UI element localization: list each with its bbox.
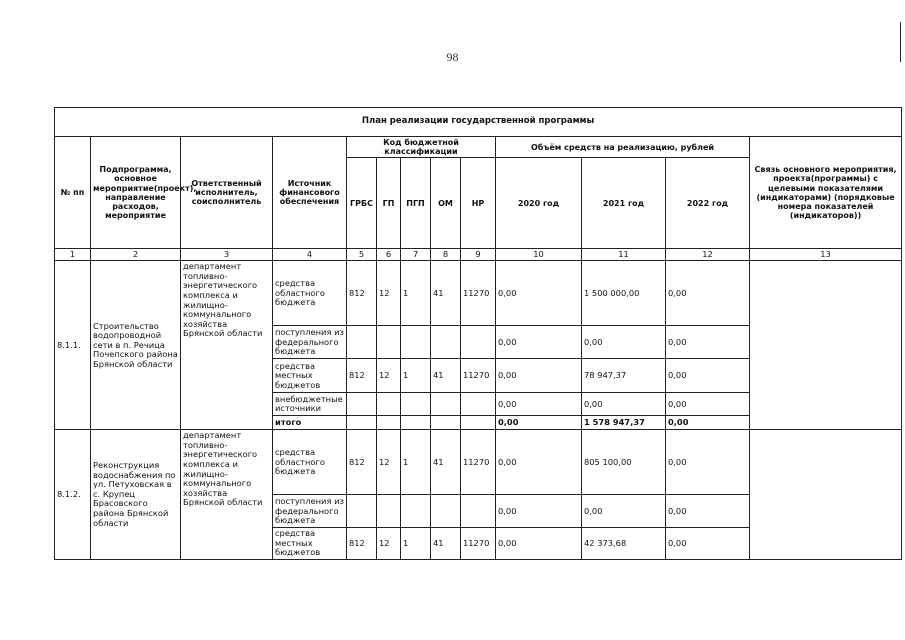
funding-source: средства областного бюджета bbox=[273, 261, 347, 326]
column-number: 7 bbox=[401, 249, 431, 261]
header-om: ОМ bbox=[431, 158, 461, 249]
column-number: 8 bbox=[431, 249, 461, 261]
table-title: План реализации государственной программы bbox=[55, 108, 902, 137]
code-om bbox=[431, 326, 461, 359]
code-grbs bbox=[347, 495, 377, 528]
scan-edge-mark bbox=[900, 22, 901, 62]
code-nr bbox=[461, 416, 496, 430]
code-grbs: 812 bbox=[347, 430, 377, 495]
code-nr bbox=[461, 393, 496, 416]
code-grbs: 812 bbox=[347, 528, 377, 560]
code-om bbox=[431, 393, 461, 416]
code-om: 41 bbox=[431, 261, 461, 326]
code-grbs bbox=[347, 393, 377, 416]
header-gp: ГП bbox=[377, 158, 401, 249]
code-om: 41 bbox=[431, 528, 461, 560]
column-number: 4 bbox=[273, 249, 347, 261]
column-number: 6 bbox=[377, 249, 401, 261]
code-gp bbox=[377, 495, 401, 528]
column-number: 13 bbox=[750, 249, 902, 261]
amount-2020: 0,00 bbox=[496, 326, 582, 359]
code-gp: 12 bbox=[377, 430, 401, 495]
funding-source: средства местных бюджетов bbox=[273, 528, 347, 560]
column-number: 10 bbox=[496, 249, 582, 261]
amount-2020: 0,00 bbox=[496, 359, 582, 393]
indicator-link bbox=[750, 261, 902, 430]
code-gp: 12 bbox=[377, 528, 401, 560]
funding-source: средства областного бюджета bbox=[273, 430, 347, 495]
total-2022: 0,00 bbox=[666, 416, 750, 430]
page-number: 98 bbox=[446, 50, 459, 64]
code-pgp bbox=[401, 416, 431, 430]
code-pgp bbox=[401, 495, 431, 528]
amount-2022: 0,00 bbox=[666, 430, 750, 495]
header-funds: Объём средств на реализацию, рублей bbox=[496, 137, 750, 158]
amount-2021: 0,00 bbox=[582, 495, 666, 528]
amount-2021: 1 500 000,00 bbox=[582, 261, 666, 326]
code-om bbox=[431, 416, 461, 430]
amount-2022: 0,00 bbox=[666, 495, 750, 528]
amount-2022: 0,00 bbox=[666, 261, 750, 326]
column-number: 12 bbox=[666, 249, 750, 261]
code-nr: 11270 bbox=[461, 430, 496, 495]
code-gp bbox=[377, 393, 401, 416]
code-nr: 11270 bbox=[461, 261, 496, 326]
amount-2022: 0,00 bbox=[666, 393, 750, 416]
entry-number: 8.1.2. bbox=[55, 430, 91, 560]
code-grbs bbox=[347, 326, 377, 359]
header-2022: 2022 год bbox=[666, 158, 750, 249]
indicator-link bbox=[750, 430, 902, 560]
amount-2021: 0,00 bbox=[582, 393, 666, 416]
code-pgp bbox=[401, 326, 431, 359]
amount-2021: 42 373,68 bbox=[582, 528, 666, 560]
header-subprogram: Подпрограмма, основное мероприятие(проект), направление расходов, мероприятие bbox=[91, 137, 181, 249]
column-number: 2 bbox=[91, 249, 181, 261]
column-number: 3 bbox=[181, 249, 273, 261]
code-pgp: 1 bbox=[401, 261, 431, 326]
funding-source: средства местных бюджетов bbox=[273, 359, 347, 393]
table-row bbox=[55, 430, 902, 495]
header-2020: 2020 год bbox=[496, 158, 582, 249]
header-source: Источник финансового обеспечения bbox=[273, 137, 347, 249]
code-pgp bbox=[401, 393, 431, 416]
code-pgp: 1 bbox=[401, 430, 431, 495]
funding-source: поступления из федерального бюджета bbox=[273, 326, 347, 359]
entry-executor: департамент топливно-энергетического комплекса и жилищно-коммунального хозяйства Брянской области bbox=[181, 430, 273, 560]
amount-2020: 0,00 bbox=[496, 261, 582, 326]
header-pgp: ПГП bbox=[401, 158, 431, 249]
header-2021: 2021 год bbox=[582, 158, 666, 249]
entry-executor: департамент топливно-энергетического комплекса и жилищно-коммунального хозяйства Брянской области bbox=[181, 261, 273, 430]
code-om bbox=[431, 495, 461, 528]
column-number-row bbox=[55, 249, 902, 261]
amount-2021: 805 100,00 bbox=[582, 430, 666, 495]
amount-2020: 0,00 bbox=[496, 495, 582, 528]
code-om: 41 bbox=[431, 430, 461, 495]
total-2021: 1 578 947,37 bbox=[582, 416, 666, 430]
header-budget-code: Код бюджетной классификации bbox=[347, 137, 496, 158]
amount-2022: 0,00 bbox=[666, 326, 750, 359]
entry-name: Реконструкция водоснабжения по ул. Петуховская в с. Крупец Брасовского района Брянской области bbox=[91, 430, 181, 560]
code-om: 41 bbox=[431, 359, 461, 393]
entry-name: Строительство водопроводной сети в п. Речица Почепского района Брянской области bbox=[91, 261, 181, 430]
code-grbs: 812 bbox=[347, 359, 377, 393]
column-number: 9 bbox=[461, 249, 496, 261]
code-grbs: 812 bbox=[347, 261, 377, 326]
amount-2022: 0,00 bbox=[666, 359, 750, 393]
header-executor: Ответственный исполнитель, соисполнитель bbox=[181, 137, 273, 249]
code-pgp: 1 bbox=[401, 359, 431, 393]
code-grbs bbox=[347, 416, 377, 430]
amount-2020: 0,00 bbox=[496, 393, 582, 416]
header-grbs: ГРБС bbox=[347, 158, 377, 249]
code-gp: 12 bbox=[377, 359, 401, 393]
amount-2021: 78 947,37 bbox=[582, 359, 666, 393]
header-indicator-link: Связь основного мероприятия, проекта(программы) с целевыми показателями (индикаторами) (порядковые номера показателей (индикаторов)) bbox=[750, 137, 902, 249]
entry-number: 8.1.1. bbox=[55, 261, 91, 430]
code-nr: 11270 bbox=[461, 528, 496, 560]
funding-source-total: итого bbox=[273, 416, 347, 430]
column-number: 1 bbox=[55, 249, 91, 261]
code-pgp: 1 bbox=[401, 528, 431, 560]
code-gp: 12 bbox=[377, 261, 401, 326]
funding-source: поступления из федерального бюджета bbox=[273, 495, 347, 528]
code-gp bbox=[377, 416, 401, 430]
header-nr: НР bbox=[461, 158, 496, 249]
header-no: № пп bbox=[55, 137, 91, 249]
column-number: 5 bbox=[347, 249, 377, 261]
code-nr: 11270 bbox=[461, 359, 496, 393]
amount-2022: 0,00 bbox=[666, 528, 750, 560]
funding-source: внебюджетные источники bbox=[273, 393, 347, 416]
program-plan-table bbox=[54, 107, 902, 560]
amount-2020: 0,00 bbox=[496, 430, 582, 495]
code-nr bbox=[461, 495, 496, 528]
total-2020: 0,00 bbox=[496, 416, 582, 430]
amount-2020: 0,00 bbox=[496, 528, 582, 560]
code-gp bbox=[377, 326, 401, 359]
code-nr bbox=[461, 326, 496, 359]
amount-2021: 0,00 bbox=[582, 326, 666, 359]
table-row bbox=[55, 261, 902, 326]
column-number: 11 bbox=[582, 249, 666, 261]
